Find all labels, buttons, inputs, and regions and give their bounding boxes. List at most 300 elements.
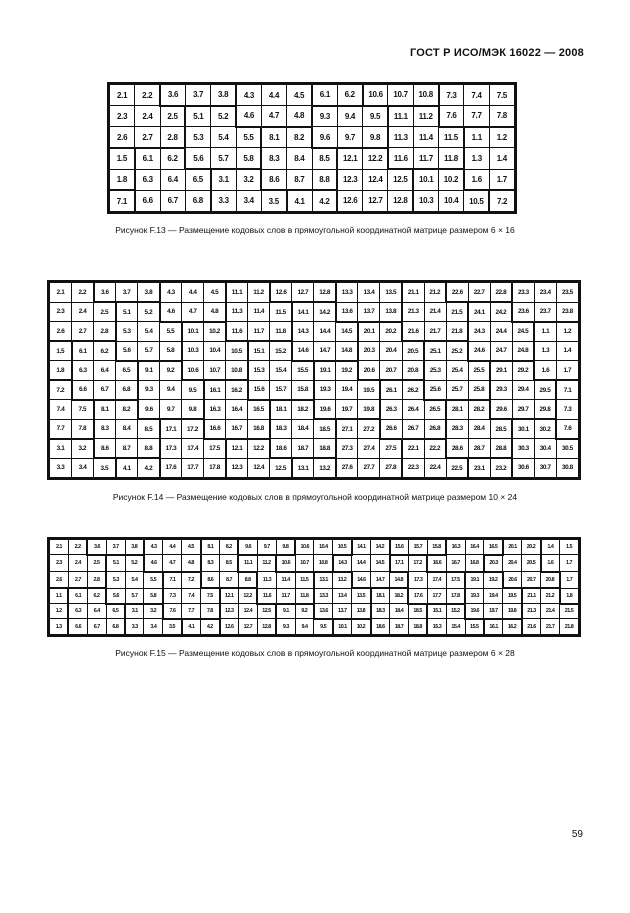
codeword-cell: 3.7 [185,85,210,106]
codeword-cell: 6.3 [68,604,87,619]
codeword-cell: 14.1 [292,302,314,322]
codeword-cell: 11.4 [413,127,438,148]
codeword-cell: 7.8 [489,106,514,127]
codeword-cell: 29.6 [490,400,512,420]
codeword-cell: 21.2 [424,283,446,303]
codeword-cell: 22.1 [402,439,424,459]
codeword-cell: 5.2 [125,555,144,572]
codeword-cell: 2.7 [72,322,94,342]
codeword-cell: 4.7 [163,555,182,572]
codeword-cell: 2.8 [160,127,185,148]
codeword-cell: 25.3 [424,361,446,381]
codeword-cell: 8.7 [116,439,138,459]
codeword-cell: 16.7 [446,555,465,572]
codeword-cell: 4.1 [182,619,201,635]
codeword-cell: 30.3 [512,439,534,459]
codeword-cell: 11.1 [388,106,413,127]
codeword-cell: 11.2 [413,106,438,127]
codeword-cell: 6.8 [106,619,125,635]
codeword-cell: 11.5 [439,127,464,148]
codeword-cell: 4.7 [261,106,286,127]
codeword-cell: 17.4 [427,572,446,589]
codeword-cell: 1.1 [534,322,556,342]
codeword-cell: 12.4 [363,169,388,190]
codeword-cell: 3.5 [94,458,116,478]
codeword-cell: 3.4 [236,190,261,211]
codeword-cell: 25.8 [468,380,490,400]
codeword-cell: 12.4 [248,458,270,478]
codeword-cell: 17.3 [408,572,427,589]
codeword-cell: 7.4 [50,400,72,420]
codeword-cell: 21.3 [522,604,541,619]
codeword-cell: 21.5 [560,604,579,619]
codeword-cell: 8.5 [220,555,239,572]
codeword-cell: 18.7 [390,619,409,635]
codeword-cell: 26.1 [380,380,402,400]
codeword-cell: 26.2 [402,380,424,400]
codeword-cell: 8.2 [220,540,239,555]
codeword-cell: 9.3 [276,619,295,635]
codeword-cell: 9.7 [337,127,362,148]
codeword-cell: 24.2 [490,302,512,322]
codeword-cell: 12.1 [226,439,248,459]
codeword-cell: 8.5 [138,419,160,439]
matrix-row [50,588,579,603]
codeword-cell: 6.6 [135,190,160,211]
codeword-cell: 28.1 [446,400,468,420]
codeword-cell: 30.6 [512,458,534,478]
codeword-cell: 2.6 [110,127,135,148]
codeword-cell: 18.6 [371,619,390,635]
codeword-cell: 14.8 [390,572,409,589]
codeword-cell: 17.7 [427,588,446,603]
codeword-cell: 19.4 [336,380,358,400]
codeword-cell: 27.8 [380,458,402,478]
codeword-cell: 20.8 [541,572,560,589]
codeword-cell: 19.5 [503,588,522,603]
codeword-cell: 8.8 [312,169,337,190]
codeword-cell: 7.1 [556,380,578,400]
codeword-cell: 14.1 [352,540,371,555]
codeword-cell: 1.4 [556,341,578,361]
codeword-cell: 9.7 [257,540,276,555]
codeword-cell: 17.3 [160,439,182,459]
codeword-cell: 21.6 [402,322,424,342]
codeword-cell: 5.3 [116,322,138,342]
codeword-matrix-6x28 [47,537,581,637]
codeword-cell: 4.7 [182,302,204,322]
matrix-row [110,127,515,148]
codeword-cell: 11.6 [257,588,276,603]
codeword-cell: 17.8 [446,588,465,603]
codeword-cell: 1.8 [560,588,579,603]
codeword-cell: 20.1 [358,322,380,342]
codeword-cell: 10.6 [276,555,295,572]
codeword-cell: 7.7 [464,106,489,127]
codeword-cell: 28.2 [468,400,490,420]
codeword-cell: 28.3 [446,419,468,439]
codeword-cell: 1.7 [560,555,579,572]
codeword-cell: 14.2 [314,302,336,322]
codeword-cell: 5.7 [125,588,144,603]
matrix-row [50,400,579,420]
codeword-cell: 18.5 [314,419,336,439]
codeword-cell: 2.3 [50,555,69,572]
codeword-cell: 18.7 [292,439,314,459]
codeword-cell: 2.3 [50,302,72,322]
codeword-cell: 12.7 [238,619,257,635]
matrix-row [50,572,579,589]
codeword-cell: 9.3 [138,380,160,400]
codeword-cell: 6.4 [87,604,106,619]
codeword-cell: 4.3 [160,283,182,303]
codeword-cell: 9.5 [182,380,204,400]
codeword-cell: 3.4 [144,619,163,635]
codeword-cell: 6.1 [72,341,94,361]
codeword-cell: 8.2 [287,127,312,148]
codeword-cell: 10.1 [182,322,204,342]
codeword-cell: 6.1 [68,588,87,603]
codeword-cell: 11.6 [388,148,413,169]
codeword-cell: 14.4 [352,555,371,572]
codeword-cell: 19.5 [358,380,380,400]
matrix-row [50,619,579,635]
codeword-cell: 25.7 [446,380,468,400]
codeword-cell: 2.1 [50,283,72,303]
codeword-cell: 17.1 [160,419,182,439]
codeword-matrix-10x24 [47,280,581,480]
codeword-cell: 5.5 [160,322,182,342]
codeword-cell: 27.4 [358,439,380,459]
codeword-cell: 21.5 [446,302,468,322]
codeword-cell: 2.8 [94,322,116,342]
codeword-cell: 12.5 [388,169,413,190]
codeword-cell: 6.8 [185,190,210,211]
codeword-cell: 3.3 [125,619,144,635]
codeword-cell: 24.5 [512,322,534,342]
codeword-cell: 27.3 [336,439,358,459]
codeword-cell: 14.3 [333,555,352,572]
codeword-cell: 12.2 [363,148,388,169]
codeword-cell: 6.7 [87,619,106,635]
codeword-cell: 10.1 [413,169,438,190]
codeword-cell: 14.7 [314,341,336,361]
codeword-cell: 5.4 [138,322,160,342]
codeword-cell: 12.3 [226,458,248,478]
codeword-cell: 15.5 [292,361,314,381]
codeword-cell: 11.6 [226,322,248,342]
codeword-cell: 28.5 [490,419,512,439]
codeword-cell: 1.3 [50,619,69,635]
codeword-cell: 10.5 [333,540,352,555]
codeword-cell: 4.3 [236,85,261,106]
codeword-cell: 11.8 [270,322,292,342]
codeword-cell: 12.8 [314,283,336,303]
codeword-cell: 10.3 [182,341,204,361]
codeword-cell: 8.7 [287,169,312,190]
codeword-cell: 27.1 [336,419,358,439]
codeword-cell: 3.2 [72,439,94,459]
codeword-cell: 13.4 [358,283,380,303]
codeword-cell: 8.1 [94,400,116,420]
codeword-cell: 16.8 [465,555,484,572]
codeword-cell: 2.5 [160,106,185,127]
codeword-cell: 28.6 [446,439,468,459]
codeword-cell: 9.5 [363,106,388,127]
codeword-cell: 22.3 [402,458,424,478]
codeword-cell: 12.5 [270,458,292,478]
codeword-cell: 15.7 [270,380,292,400]
codeword-cell: 18.6 [270,439,292,459]
codeword-cell: 23.5 [556,283,578,303]
matrix-row [50,540,579,555]
codeword-cell: 5.6 [106,588,125,603]
codeword-cell: 1.7 [560,572,579,589]
codeword-cell: 2.2 [135,85,160,106]
codeword-cell: 18.4 [292,419,314,439]
codeword-cell: 21.4 [424,302,446,322]
codeword-cell: 15.6 [390,540,409,555]
codeword-cell: 20.4 [380,341,402,361]
codeword-cell: 2.7 [135,127,160,148]
codeword-cell: 12.7 [363,190,388,211]
codeword-cell: 1.5 [50,341,72,361]
codeword-cell: 18.3 [371,604,390,619]
codeword-cell: 8.4 [116,419,138,439]
codeword-cell: 29.8 [534,400,556,420]
matrix-row [50,361,579,381]
codeword-cell: 20.2 [380,322,402,342]
codeword-cell: 19.2 [484,572,503,589]
codeword-cell: 17.7 [182,458,204,478]
codeword-cell: 11.7 [413,148,438,169]
codeword-cell: 11.5 [295,572,314,589]
codeword-cell: 20.3 [484,555,503,572]
codeword-cell: 6.8 [116,380,138,400]
codeword-cell: 12.8 [388,190,413,211]
codeword-cell: 2.5 [87,555,106,572]
codeword-cell: 6.4 [160,169,185,190]
codeword-cell: 14.3 [292,322,314,342]
codeword-cell: 5.7 [211,148,236,169]
codeword-cell: 19.3 [465,588,484,603]
codeword-cell: 12.7 [292,283,314,303]
codeword-cell: 23.3 [512,283,534,303]
codeword-cell: 10.2 [204,322,226,342]
codeword-cell: 9.5 [314,619,333,635]
codeword-cell: 7.4 [182,588,201,603]
matrix-row [50,439,579,459]
codeword-cell: 17.2 [182,419,204,439]
matrix-row [110,190,515,211]
codeword-cell: 12.2 [248,439,270,459]
codeword-cell: 8.1 [261,127,286,148]
codeword-cell: 4.5 [204,283,226,303]
codeword-cell: 4.1 [287,190,312,211]
codeword-cell: 30.8 [556,458,578,478]
codeword-cell: 19.8 [358,400,380,420]
codeword-cell: 4.2 [312,190,337,211]
codeword-cell: 10.6 [295,540,314,555]
codeword-cell: 6.4 [94,361,116,381]
matrix-row [50,283,579,303]
codeword-cell: 17.4 [182,439,204,459]
codeword-cell: 11.1 [238,555,257,572]
codeword-cell: 3.7 [106,540,125,555]
codeword-cell: 4.8 [287,106,312,127]
codeword-cell: 1.8 [50,361,72,381]
codeword-cell: 3.7 [116,283,138,303]
codeword-cell: 15.8 [292,380,314,400]
matrix-row [50,555,579,572]
figure-caption-f15: Рисунок F.15 — Размещение кодовых слов в прямоугольной координатной матрице размером 6 × 28 [115,648,515,658]
codeword-cell: 11.3 [257,572,276,589]
codeword-cell: 6.7 [160,190,185,211]
codeword-cell: 20.7 [522,572,541,589]
codeword-cell: 16.6 [204,419,226,439]
codeword-cell: 5.8 [144,588,163,603]
codeword-cell: 25.6 [424,380,446,400]
codeword-cell: 6.2 [87,588,106,603]
codeword-cell: 3.1 [125,604,144,619]
codeword-cell: 6.2 [160,148,185,169]
codeword-cell: 3.4 [72,458,94,478]
codeword-cell: 18.1 [270,400,292,420]
codeword-cell: 17.6 [160,458,182,478]
codeword-cell: 9.8 [182,400,204,420]
codeword-cell: 9.1 [138,361,160,381]
codeword-cell: 10.6 [363,85,388,106]
codeword-cell: 17.1 [390,555,409,572]
codeword-cell: 13.7 [358,302,380,322]
codeword-cell: 12.1 [220,588,239,603]
codeword-cell: 13.1 [292,458,314,478]
codeword-cell: 5.2 [138,302,160,322]
codeword-cell: 30.1 [512,419,534,439]
codeword-cell: 16.2 [503,619,522,635]
codeword-cell: 1.6 [464,169,489,190]
codeword-cell: 15.2 [446,604,465,619]
codeword-cell: 29.1 [490,361,512,381]
codeword-cell: 4.8 [204,302,226,322]
codeword-cell: 13.4 [333,588,352,603]
codeword-cell: 10.4 [439,190,464,211]
codeword-cell: 6.5 [116,361,138,381]
codeword-cell: 5.7 [138,341,160,361]
codeword-cell: 18.1 [371,588,390,603]
matrix-table [49,539,579,635]
codeword-cell: 19.3 [314,380,336,400]
codeword-cell: 16.1 [204,380,226,400]
codeword-cell: 22.2 [424,439,446,459]
codeword-cell: 16.2 [226,380,248,400]
codeword-cell: 2.6 [50,322,72,342]
codeword-cell: 3.2 [236,169,261,190]
codeword-cell: 4.6 [144,555,163,572]
codeword-cell: 14.6 [352,572,371,589]
codeword-cell: 8.3 [261,148,286,169]
codeword-cell: 5.3 [106,572,125,589]
codeword-cell: 1.6 [541,555,560,572]
codeword-cell: 4.6 [236,106,261,127]
codeword-cell: 20.1 [503,540,522,555]
codeword-cell: 20.5 [522,555,541,572]
codeword-cell: 14.5 [371,555,390,572]
codeword-cell: 28.4 [468,419,490,439]
codeword-cell: 10.6 [182,361,204,381]
codeword-cell: 11.3 [388,127,413,148]
codeword-cell: 26.3 [380,400,402,420]
codeword-cell: 15.2 [270,341,292,361]
codeword-cell: 26.4 [402,400,424,420]
codeword-cell: 19.6 [314,400,336,420]
codeword-cell: 29.3 [490,380,512,400]
codeword-cell: 12.6 [270,283,292,303]
codeword-cell: 9.4 [160,380,182,400]
codeword-cell: 5.8 [160,341,182,361]
matrix-row [50,322,579,342]
codeword-cell: 23.1 [468,458,490,478]
codeword-cell: 16.1 [484,619,503,635]
codeword-cell: 30.5 [556,439,578,459]
codeword-cell: 10.2 [352,619,371,635]
codeword-cell: 6.7 [94,380,116,400]
codeword-cell: 16.4 [226,400,248,420]
codeword-cell: 4.6 [160,302,182,322]
codeword-cell: 4.8 [182,555,201,572]
codeword-cell: 5.1 [106,555,125,572]
codeword-cell: 2.4 [72,302,94,322]
codeword-cell: 3.5 [163,619,182,635]
codeword-cell: 6.1 [312,85,337,106]
codeword-cell: 12.2 [238,588,257,603]
page-number: 59 [571,829,583,840]
codeword-cell: 7.4 [464,85,489,106]
codeword-cell: 10.4 [314,540,333,555]
codeword-cell: 24.4 [490,322,512,342]
codeword-cell: 29.2 [512,361,534,381]
codeword-cell: 4.2 [201,619,220,635]
codeword-cell: 1.7 [556,361,578,381]
codeword-cell: 21.7 [541,619,560,635]
codeword-cell: 21.3 [402,302,424,322]
codeword-cell: 9.1 [276,604,295,619]
codeword-cell: 30.4 [534,439,556,459]
matrix-row [50,302,579,322]
codeword-cell: 7.5 [489,85,514,106]
codeword-cell: 12.6 [220,619,239,635]
codeword-cell: 9.2 [295,604,314,619]
codeword-cell: 16.7 [226,419,248,439]
codeword-cell: 3.5 [261,190,286,211]
codeword-cell: 20.4 [503,555,522,572]
codeword-cell: 10.5 [226,341,248,361]
codeword-cell: 5.8 [236,148,261,169]
codeword-cell: 5.6 [116,341,138,361]
codeword-cell: 15.3 [248,361,270,381]
codeword-cell: 7.1 [163,572,182,589]
codeword-cell: 1.4 [489,148,514,169]
codeword-cell: 8.2 [116,400,138,420]
codeword-cell: 30.2 [534,419,556,439]
codeword-cell: 14.7 [371,572,390,589]
codeword-cell: 19.6 [465,604,484,619]
codeword-cell: 5.4 [125,572,144,589]
codeword-cell: 2.6 [50,572,69,589]
codeword-cell: 4.4 [182,283,204,303]
codeword-cell: 21.7 [424,322,446,342]
codeword-cell: 23.2 [490,458,512,478]
